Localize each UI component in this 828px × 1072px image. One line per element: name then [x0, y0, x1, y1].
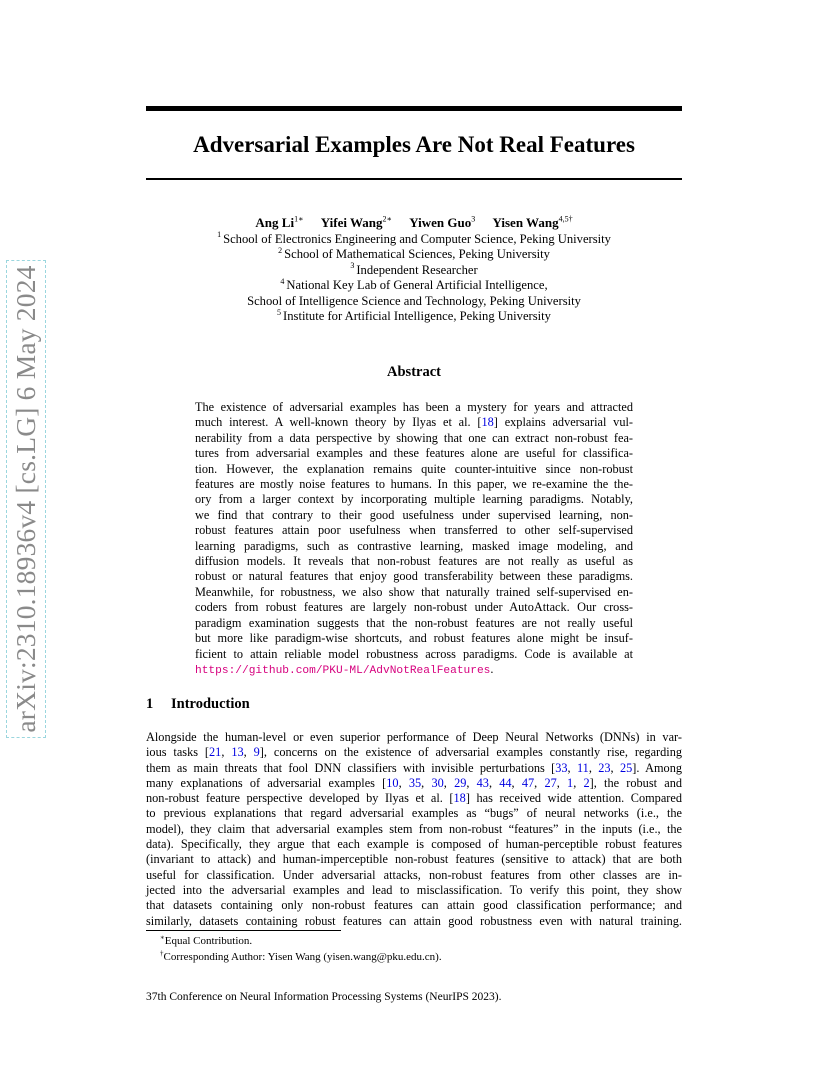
abstract-line: much interest. A well-known theory by Ilyas et al. [18] explains adversarial vul-: [195, 415, 633, 430]
intro-line: useful for classification. Under adversarial attacks, non-robust features from other classes are in-: [146, 867, 682, 882]
citation-link[interactable]: 10: [386, 775, 399, 790]
author-name: Yiwen Guo: [409, 215, 472, 230]
citation-link[interactable]: 21: [209, 745, 222, 760]
section-number: 1: [146, 696, 154, 712]
citation-link[interactable]: 35: [408, 775, 422, 790]
author-marker: 3: [471, 214, 476, 224]
introduction-body: [146, 730, 682, 929]
author-marker: 4,5†: [558, 214, 573, 224]
author-marker: 2∗: [382, 214, 392, 224]
affiliation-line: $^3$ Independent Researcher: [350, 261, 478, 277]
intro-line: similarly, datasets containing robust features can attain good robustness even with natural training.: [146, 913, 682, 928]
abstract-line: Meanwhile, for robustness, we also show that naturally trained self-supervised en-: [195, 584, 633, 599]
affiliation-line: $^2$ School of Mathematical Sciences, Peking University: [278, 245, 550, 261]
citation-link[interactable]: 1: [567, 775, 574, 790]
author-name: Yifei Wang: [320, 215, 383, 230]
citation-link[interactable]: 27: [544, 775, 557, 790]
abstract-line: ficient to attain reliable model robustness across paradigms. Code is available at: [195, 646, 633, 661]
citation-link[interactable]: 13: [231, 745, 244, 760]
author-name: Ang Li: [255, 215, 295, 230]
abstract-line: we find that contrary to their good usefulness under supervised learning, non-: [195, 507, 633, 522]
footnote: ∗Equal Contribution.: [160, 933, 253, 947]
citation-link[interactable]: 2: [583, 775, 590, 790]
abstract-line: learning paradigms, such as contrastive learning, masked image modeling, and: [195, 538, 633, 553]
abstract-heading: Abstract: [387, 364, 441, 380]
affiliation-line: School of Intelligence Science and Technology, Peking University: [247, 293, 581, 308]
title-rule-bottom: [146, 178, 682, 180]
section-title: Introduction: [171, 696, 250, 712]
section-heading-introduction: [146, 694, 250, 714]
affiliation-line: $^5$ Institute for Artificial Intelligence, Peking University: [277, 307, 551, 323]
intro-line: data). Specifically, they argue that each example is composed of human-perceptible robust features: [146, 837, 682, 852]
abstract-line: robust or natural features that enjoy good transferability between these paradigms.: [195, 569, 633, 584]
abstract-line: diffusion models. It reveals that non-robust features are not really as useful as: [195, 554, 633, 569]
code-link[interactable]: https://github.com/PKU-ML/AdvNotRealFeatures: [195, 664, 491, 677]
affiliation-line: $^4$ National Key Lab of General Artificial Intelligence,: [280, 276, 548, 292]
abstract-line: https://github.com/PKU-ML/AdvNotRealFeatures.: [195, 661, 494, 677]
intro-line: Alongside the human-level or even superior performance of Deep Neural Networks (DNNs) in var-: [146, 730, 682, 744]
footnote: †Corresponding Author: Yisen Wang (yisen.wang@pku.edu.cn).: [160, 948, 442, 963]
abstract-line: but more like paradigm-wise shortcuts, and robust features alone might be insuf-: [195, 631, 633, 646]
abstract-line: paradigm examination suggests that the non-robust features are not really useful: [195, 615, 633, 630]
arxiv-identifier[interactable]: arXiv:2310.18936v4 [cs.LG] 6 May 2024: [10, 265, 41, 733]
intro-line: many explanations of adversarial examples [10, 35, 30, 29, 43, 44, 47, 27, 1, 2], the robust and: [146, 775, 682, 790]
citation-link[interactable]: 25: [619, 760, 633, 775]
abstract-line: robust features attain poor usefulness when transferred to other self-supervised: [195, 523, 633, 538]
citation-link[interactable]: 9: [253, 745, 260, 760]
footnotes: [160, 934, 442, 965]
author: [409, 215, 475, 230]
citation-link[interactable]: 29: [454, 775, 467, 790]
intro-line: jected into the adversarial examples and lead to misclassification. To verify this point, they show: [146, 882, 682, 897]
citation-link[interactable]: 30: [431, 775, 444, 790]
intro-line: that datasets containing only non-robust features can attain good classification performance; and: [146, 898, 682, 913]
author-marker: 1∗: [294, 214, 304, 224]
intro-line: ious tasks [21, 13, 9], concerns on the existence of adversarial examples constantly rise, regarding: [146, 745, 682, 760]
intro-line: to previous explanations that regard adversarial examples as “bugs” of neural networks (i.e., the: [146, 806, 682, 821]
footnote-rule: [146, 930, 341, 931]
author-name: Yisen Wang: [492, 215, 559, 230]
citation-link[interactable]: 47: [521, 775, 535, 790]
citation-link[interactable]: 44: [499, 775, 512, 790]
citation-link[interactable]: 23: [598, 760, 611, 775]
citation-link[interactable]: 11: [576, 760, 589, 775]
intro-line: them as main threats that fool DNN classifiers with invisible perturbations [33, 11, 23, 25]. Among: [146, 760, 682, 775]
abstract-line: coders from robust features are largely non-robust under AutoAttack. Our cross-: [195, 600, 633, 615]
intro-line: model), they claim that adversarial examples stem from non-robust “features” in the inputs (i.e., the: [146, 821, 682, 836]
author: [492, 215, 572, 230]
intro-line: (invariant to attack) and human-imperceptible non-robust features (sensitive to attack) that are both: [146, 852, 682, 867]
author: [255, 215, 303, 230]
abstract-line: tion. However, the explanation remains quite counter-intuitive since non-robust: [195, 461, 633, 476]
abstract-line: features are mostly noise features to humans. In this paper, we re-examine the the-: [195, 477, 633, 492]
citation-link[interactable]: 43: [476, 775, 489, 790]
affiliation-list: [146, 232, 682, 325]
abstract-body: [195, 400, 633, 679]
author: [321, 215, 392, 230]
paper-title: Adversarial Examples Are Not Real Features: [193, 132, 635, 157]
title-rule-top: [146, 106, 682, 111]
affiliation-line: $^1$ School of Electronics Engineering and Computer Science, Peking University: [217, 230, 611, 246]
abstract-line: ory from a larger context by incorporating multiple learning paradigms. Notably,: [195, 492, 633, 507]
author-list: [146, 214, 682, 231]
citation-link[interactable]: 33: [555, 760, 568, 775]
abstract-line: The existence of adversarial examples has been a mystery for years and attracted: [195, 400, 633, 414]
abstract-line: tures from adversarial examples and these features alone are useful for classifica-: [195, 446, 633, 461]
conference-note: 37th Conference on Neural Information Processing Systems (NeurIPS 2023).: [146, 991, 502, 1003]
abstract-line: nerability from a data perspective by showing that one can extract non-robust fea-: [195, 430, 633, 445]
citation-link[interactable]: 18: [453, 791, 466, 806]
citation-link[interactable]: 18: [481, 415, 494, 430]
intro-line: non-robust feature perspective developed by Ilyas et al. [18] has received wide attention. Compared: [146, 791, 682, 806]
